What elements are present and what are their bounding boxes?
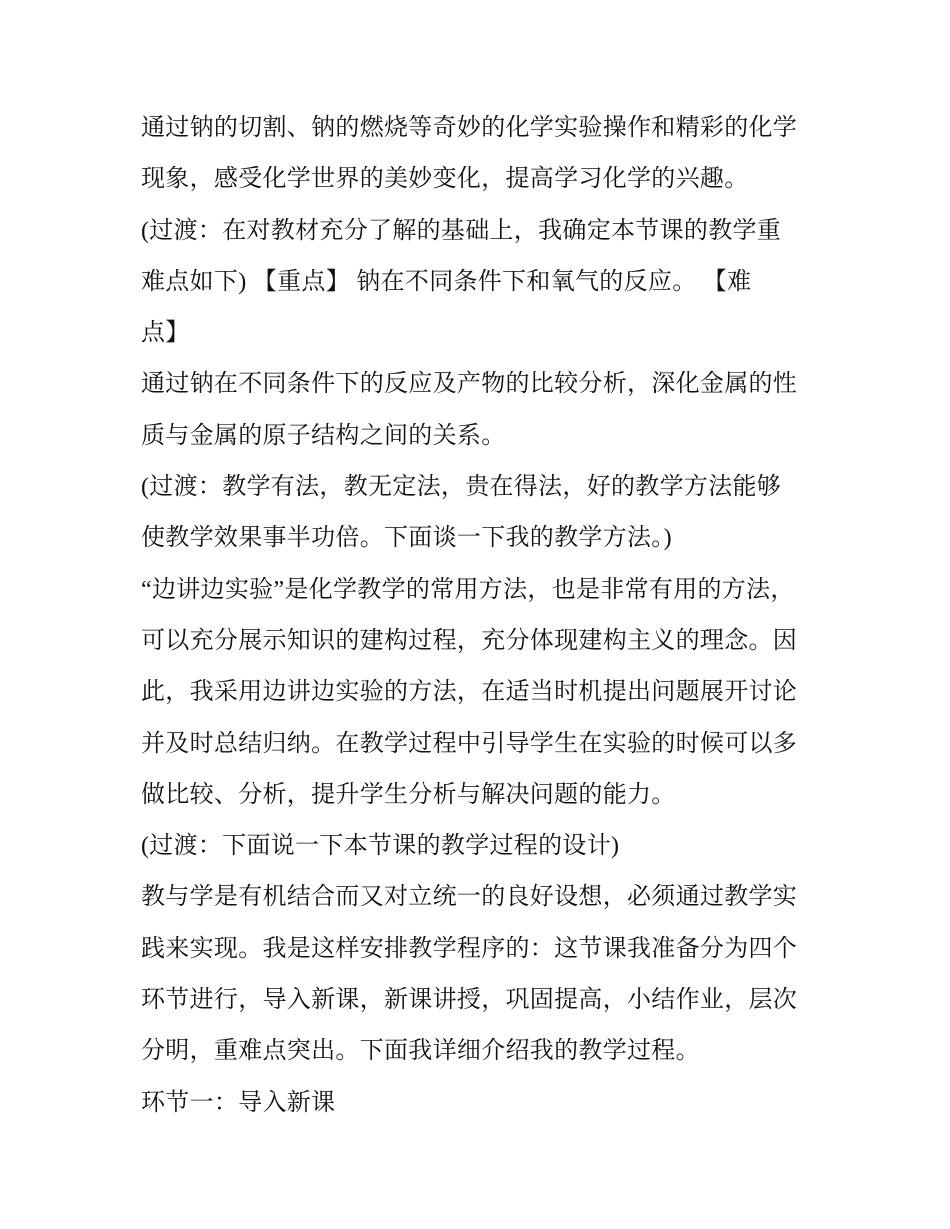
text-line: (过渡：在对教材充分了解的基础上，我确定本节课的教学重 <box>141 217 782 244</box>
text-line: 并及时总结归纳。在教学过程中引导学生在实验的时候可以多 <box>141 730 798 757</box>
text-line: 现象，感受化学世界的美妙变化，提高学习化学的兴趣。 <box>141 166 749 193</box>
text-line: 教与学是有机结合而又对立统一的良好设想，必须通过教学实 <box>141 884 798 911</box>
document-body <box>141 103 821 1129</box>
text-line: 环节进行，导入新课，新课讲授，巩固提高，小结作业，层次 <box>141 987 798 1014</box>
text-line: 此，我采用边讲边实验的方法，在适当时机提出问题展开讨论 <box>141 679 798 706</box>
text-line: 分明，重难点突出。下面我详细介绍我的教学过程。 <box>141 1038 700 1065</box>
text-line: “边讲边实验”是化学教学的常用方法，也是非常有用的方法， <box>141 576 795 603</box>
text-line: 质与金属的原子结构之间的关系。 <box>141 422 506 449</box>
text-line: 使教学效果事半功倍。下面谈一下我的教学方法。) <box>141 525 672 552</box>
text-line: 践来实现。我是这样安排教学程序的：这节课我准备分为四个 <box>141 935 798 962</box>
text-line: 难点如下) 【重点】 钠在不同条件下和氧气的反应。 【难 <box>141 268 752 295</box>
text-line: 做比较、分析，提升学生分析与解决问题的能力。 <box>141 781 676 808</box>
section-heading: 环节一：导入新课 <box>141 1089 336 1116</box>
text-line: (过渡：教学有法，教无定法，贵在得法，好的教学方法能够 <box>141 474 782 501</box>
text-line: 通过钠的切割、钠的燃烧等奇妙的化学实验操作和精彩的化学 <box>141 115 798 141</box>
text-line: 通过钠在不同条件下的反应及产物的比较分析，深化金属的性 <box>141 371 798 398</box>
text-line: 点】 <box>141 320 190 347</box>
text-line: (过渡：下面说一下本节课的教学过程的设计) <box>141 833 620 860</box>
text-line: 可以充分展示知识的建构过程，充分体现建构主义的理念。因 <box>141 627 798 654</box>
